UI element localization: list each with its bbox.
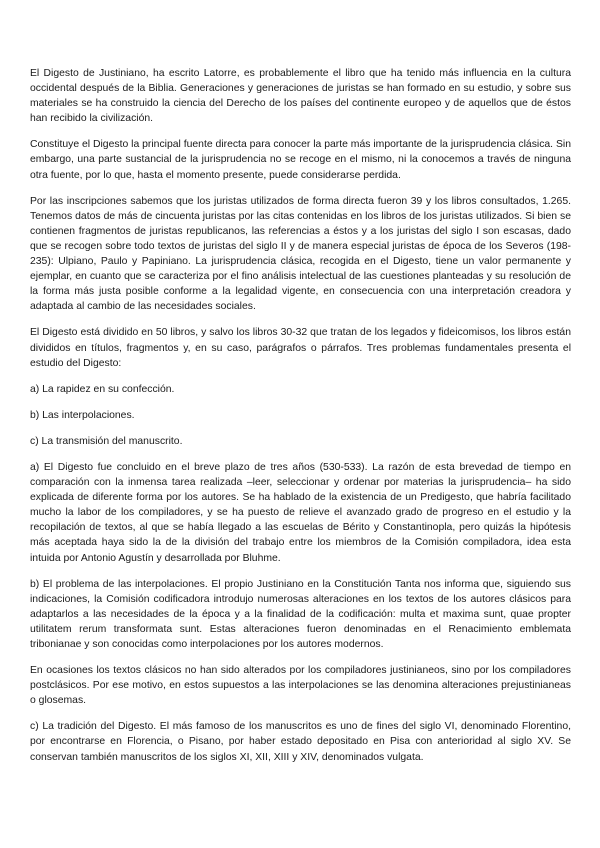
paragraph-inscripciones: Por las inscripciones sabemos que los juristas utilizados de forma directa fueron 39 y los libros consultados, 1.265. Tenemos datos de más de cincuenta juristas por las citas contenidas en los libros de los juristas utilizados. Si bien se contienen fragmentos de juristas republicanos, las referencias a éstos y a los juristas del siglo I son escasas, dado que se recogen sobre todo textos de juristas del siglo II y de manera especial juristas de época de los Severos (198-235): Ulpiano, Paulo y Papiniano. La jurisprudencia clásica, recogida en el Digesto, tiene un valor permanente y ejemplar, en cuanto que se caracteriza por el fino análisis intelectual de las cuestiones planteadas y su resolución de la forma más justa posible conforme a la legalidad vigente, en consecuencia con una interpretación creadora y adaptada al cambio de las necesidades sociales.	[30, 195, 571, 313]
list-item-interpolaciones: b) Las interpolaciones.	[30, 409, 135, 421]
list-item-rapidez: a) La rapidez en su confección.	[30, 383, 175, 395]
paragraph-glosemas: En ocasiones los textos clásicos no han sido alterados por los compiladores justinianeos, sino por los compiladores postclásicos. Por ese motivo, en estos supuestos a las interpolaciones se las denomina alteraciones prejustinianeas o glosemas.	[30, 665, 571, 707]
paragraph-rapidez-detalle: a) El Digesto fue concluido en el breve plazo de tres años (530-533). La razón de esta brevedad de tiempo en comparación con la inmensa tarea realizada –leer, seleccionar y ordenar por materias la jurisprudencia– ha sido explicada de diferente forma por los autores. Se ha hablado de la existencia de un Predigesto, que habría facilitado mucho la labor de los compiladores, y se ha puesto de relieve el avanzado grado de progreso en el estudio y la recopilación de textos, al que se había llegado a las escuelas de Bérito y Constantinopla, pero quizás la hipótesis más aceptada haya sido la de la división del trabajo entre los miembros de la Comisión compiladora, idea esta intuida por Antonio Agustín y desarrollada por Bluhme.	[30, 461, 571, 564]
paragraph-interpolaciones-detalle: b) El problema de las interpolaciones. El propio Justiniano en la Constitución Tanta nos informa que, siguiendo sus indicaciones, la Comisión codificadora introdujo numerosas alteraciones en los textos de los autores clásicos para adaptarlos a las necesidades de la época y a la finalidad de la codificación: multa et maxima sunt, quae propter utilitatem rerum transformata sunt. Estas alteraciones fueron denominadas en el Renacimiento emblemata tribonianae y son conocidas como interpolaciones por los autores modernos.	[30, 578, 571, 650]
paragraph-principal-fuente: Constituye el Digesto la principal fuente directa para conocer la parte más importante de la jurisprudencia clásica. Sin embargo, una parte sustancial de la jurisprudencia no se recoge en el mismo, ni la conocemos a través de ninguna otra fuente, por lo que, hasta el momento presente, puede considerarse perdida.	[30, 139, 571, 181]
paragraph-division-libros: El Digesto está dividido en 50 libros, y salvo los libros 30-32 que tratan de los legados y fideicomisos, los libros están divididos en títulos, fragmentos y, en su caso, parágrafos o párrafos. Tres problemas fundamentales presenta el estudio del Digesto:	[30, 327, 571, 369]
document-page	[30, 66, 571, 776]
paragraph-intro-digesto: El Digesto de Justiniano, ha escrito Latorre, es probablemente el libro que ha tenido más influencia en la cultura occidental después de la Biblia. Generaciones y generaciones de juristas se han formado en su estudio, y sobre sus materiales se ha construido la ciencia del Derecho de los países del continente europeo y de aquellos que de éstos han recibido la civilización.	[30, 68, 571, 125]
paragraph-tradicion-digesto: c) La tradición del Digesto. El más famoso de los manuscritos es uno de fines del siglo VI, denominado Florentino, por encontrarse en Florencia, o Pisano, por haber estado depositado en Pisa con anterioridad al siglo XV. Se conservan también manuscritos de los siglos XI, XII, XIII y XIV, denominados vulgata.	[30, 721, 571, 763]
list-item-transmision: c) La transmisión del manuscrito.	[30, 435, 183, 447]
